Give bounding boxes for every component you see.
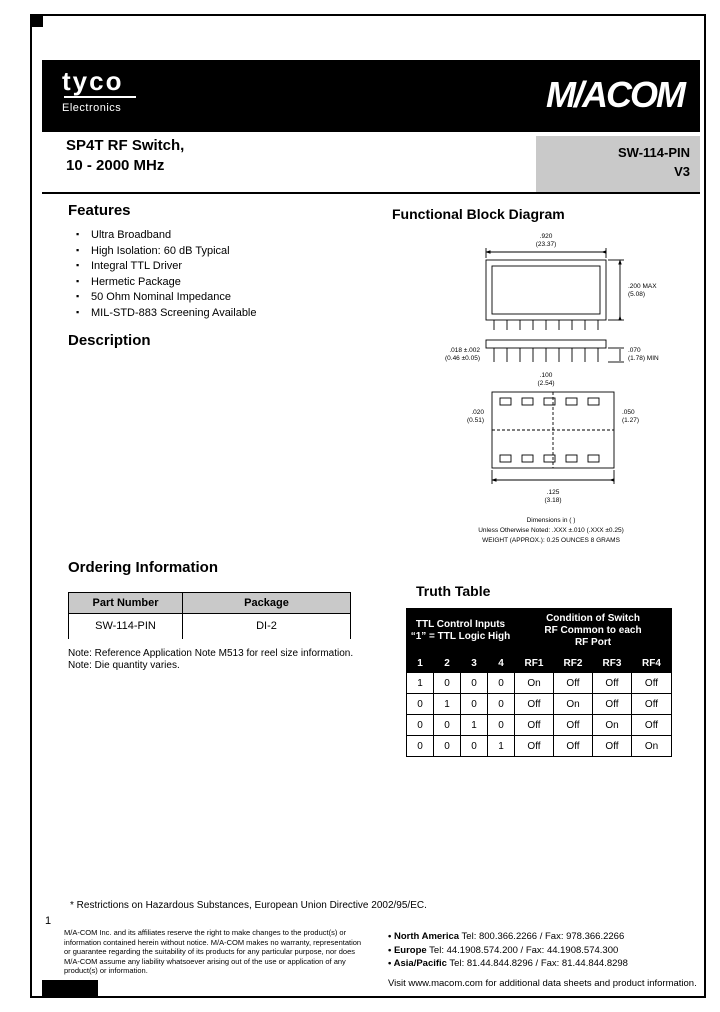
feature-item: ▪ High Isolation: 60 dB Typical	[76, 245, 257, 257]
cell: On	[554, 694, 593, 715]
cell: 1	[488, 736, 515, 757]
outline-drawing-svg	[400, 228, 702, 562]
contact-info: Tel: 800.366.2266 / Fax: 978.366.2266	[459, 931, 625, 942]
cell: On	[515, 673, 554, 694]
ordering-table	[68, 592, 351, 639]
product-title	[66, 136, 184, 176]
contact-north-america	[388, 930, 628, 944]
drawing-note-1: Dimensions in ( )	[526, 517, 576, 524]
group-left-line1: TTL Control Inputs	[415, 619, 506, 630]
drawing-note-3: WEIGHT (APPROX.): 0.25 OUNCES 8 GRAMS	[482, 537, 620, 544]
part-number: SW-114-PIN	[618, 145, 690, 160]
cell: Off	[554, 736, 593, 757]
ordering-col-part-number: Part Number	[69, 593, 183, 614]
truth-table-row	[407, 694, 672, 715]
col-3: 3	[461, 654, 488, 673]
col-1: 1	[407, 654, 434, 673]
feature-item: ▪ Integral TTL Driver	[76, 260, 257, 272]
dim-lead-in: .070	[628, 347, 641, 354]
truth-table-row	[407, 736, 672, 757]
cell: 0	[488, 673, 515, 694]
website-note: Visit www.macom.com for additional data sheets and product information.	[388, 978, 697, 989]
revision: V3	[674, 164, 690, 179]
ordering-header-row	[69, 593, 351, 614]
contact-europe	[388, 944, 628, 958]
col-rf4: RF4	[632, 654, 672, 673]
cell: Off	[593, 673, 632, 694]
cell: Off	[554, 673, 593, 694]
tyco-logo-underline	[64, 96, 136, 98]
cell: Off	[632, 694, 672, 715]
cell: 0	[407, 736, 434, 757]
cell: Off	[593, 694, 632, 715]
col-rf3: RF3	[593, 654, 632, 673]
dim-top-in: .920	[539, 233, 553, 240]
ordering-part-number: SW-114-PIN	[69, 614, 183, 639]
cell: 0	[407, 715, 434, 736]
dim-top-mm: (23.37)	[535, 241, 557, 248]
dim-pitch-in: .100	[539, 372, 553, 379]
dim-bottom-in: .125	[546, 489, 560, 496]
drawing-note-2: Unless Otherwise Noted: .XXX ±.010 (.XXX ±0.25)	[478, 527, 624, 534]
product-title-line1: SP4T RF Switch,	[66, 137, 185, 154]
dim-height-in: .200 MAX	[628, 283, 657, 290]
package-top-view	[486, 260, 606, 320]
ordering-col-package: Package	[183, 593, 351, 614]
description-heading: Description	[68, 332, 151, 349]
drawing-dimension-labels	[445, 233, 659, 504]
block-diagram-heading: Functional Block Diagram	[392, 206, 565, 222]
macom-logo: M/ACOM	[546, 74, 684, 115]
ordering-heading: Ordering Information	[68, 559, 218, 576]
ordering-package: DI-2	[183, 614, 351, 639]
truth-table-group-header-row	[407, 609, 672, 654]
ordering-row	[69, 614, 351, 639]
col-rf1: RF1	[515, 654, 554, 673]
feature-item: ▪ 50 Ohm Nominal Impedance	[76, 291, 257, 303]
tyco-electronics-label: Electronics	[62, 102, 122, 114]
col-4: 4	[488, 654, 515, 673]
cell: 1	[434, 694, 461, 715]
cell: Off	[632, 715, 672, 736]
truth-table-row	[407, 715, 672, 736]
contact-region: North America	[393, 931, 460, 942]
tyco-logo-text: tyco	[62, 66, 124, 96]
dim-sw-mm: (1.27)	[622, 417, 639, 424]
footer-black-bar	[42, 980, 98, 996]
cell: Off	[632, 673, 672, 694]
cell: Off	[515, 715, 554, 736]
feature-item: ▪ Ultra Broadband	[76, 229, 257, 241]
cell: 0	[488, 715, 515, 736]
features-heading: Features	[68, 202, 131, 219]
group-right-line3: RF Port	[574, 637, 612, 648]
contact-asia-pacific	[388, 957, 628, 971]
feature-item: ▪ MIL-STD-883 Screening Available	[76, 307, 257, 319]
truth-table-row	[407, 673, 672, 694]
drawing-lines	[486, 248, 624, 484]
contact-list	[388, 930, 628, 971]
corner-mark	[30, 14, 43, 27]
part-number-box	[536, 136, 700, 192]
cell: 1	[407, 673, 434, 694]
package-leads-side	[494, 348, 598, 362]
header-divider	[42, 192, 700, 194]
page-number: 1	[45, 915, 52, 927]
truth-table-heading: Truth Table	[416, 583, 491, 599]
ordering-note-2: Note: Die quantity varies.	[68, 660, 180, 671]
contact-info: Tel: 81.44.844.8296 / Fax: 81.44.844.8298	[446, 958, 628, 969]
cell: 0	[407, 694, 434, 715]
group-left-line2: “1” = TTL Logic High	[410, 631, 511, 642]
col-2: 2	[434, 654, 461, 673]
cell: 0	[461, 736, 488, 757]
group-right-line1: Condition of Switch	[546, 613, 640, 624]
truth-table-group-left	[407, 609, 515, 654]
ordering-note-1: Note: Reference Application Note M513 for reel size information.	[68, 648, 354, 659]
package-outline-drawing	[400, 228, 702, 562]
tyco-logo	[62, 68, 136, 114]
datasheet-page	[30, 14, 706, 998]
features-list	[76, 229, 257, 322]
dim-leadw-in: .018 ±.002	[449, 347, 480, 354]
cell: Off	[515, 736, 554, 757]
cell: 0	[461, 673, 488, 694]
contact-region: Europe	[393, 944, 427, 956]
rohs-note: * Restrictions on Hazardous Substances, European Union Directive 2002/95/EC.	[70, 900, 427, 911]
cell: Off	[593, 736, 632, 757]
ordering-notes	[68, 648, 360, 672]
brand-header-bar	[42, 60, 700, 132]
cell: Off	[515, 694, 554, 715]
contact-region: Asia/Pacific	[393, 958, 447, 969]
cell: 0	[461, 694, 488, 715]
dim-pitch-mm: (2.54)	[537, 380, 555, 387]
dim-height-mm: (5.08)	[628, 291, 645, 298]
truth-table-column-header-row	[407, 654, 672, 673]
dim-pad-mm: (0.51)	[467, 417, 484, 424]
cell: 0	[488, 694, 515, 715]
drawing-notes	[478, 517, 624, 544]
feature-item: ▪ Hermetic Package	[76, 276, 257, 288]
cell: On	[632, 736, 672, 757]
dim-lead-mm: (1.78) MIN	[628, 355, 659, 362]
legal-disclaimer: M/A-COM Inc. and its affiliates reserve the right to make changes to the product(s) or information contained herein without notice. M/A-COM makes no warranty, representation or guarantee regarding the suitability of its products for any particular purpose, nor does M/A-COM assume any liability whatsoever arising out of the use or application of any product(s) or information.	[64, 928, 362, 976]
product-title-line2: 10 - 2000 MHz	[66, 157, 165, 174]
dim-leadw-mm: (0.46 ±0.05)	[444, 355, 480, 362]
cell: 0	[434, 715, 461, 736]
group-right-line2: RF Common to each	[544, 625, 642, 636]
col-rf2: RF2	[554, 654, 593, 673]
dim-bottom-mm: (3.18)	[544, 497, 562, 504]
package-side-view	[486, 340, 606, 348]
cell: Off	[554, 715, 593, 736]
truth-table-group-right	[515, 609, 672, 654]
cell: 1	[461, 715, 488, 736]
cell: On	[593, 715, 632, 736]
dim-pad-in: .020	[471, 409, 484, 416]
contact-info: Tel: 44.1908.574.200 / Fax: 44.1908.574.300	[426, 944, 619, 956]
truth-table	[406, 608, 672, 757]
cell: 0	[434, 673, 461, 694]
cell: 0	[434, 736, 461, 757]
package-pins-top	[494, 320, 598, 330]
dim-sw-in: .050	[622, 409, 635, 416]
